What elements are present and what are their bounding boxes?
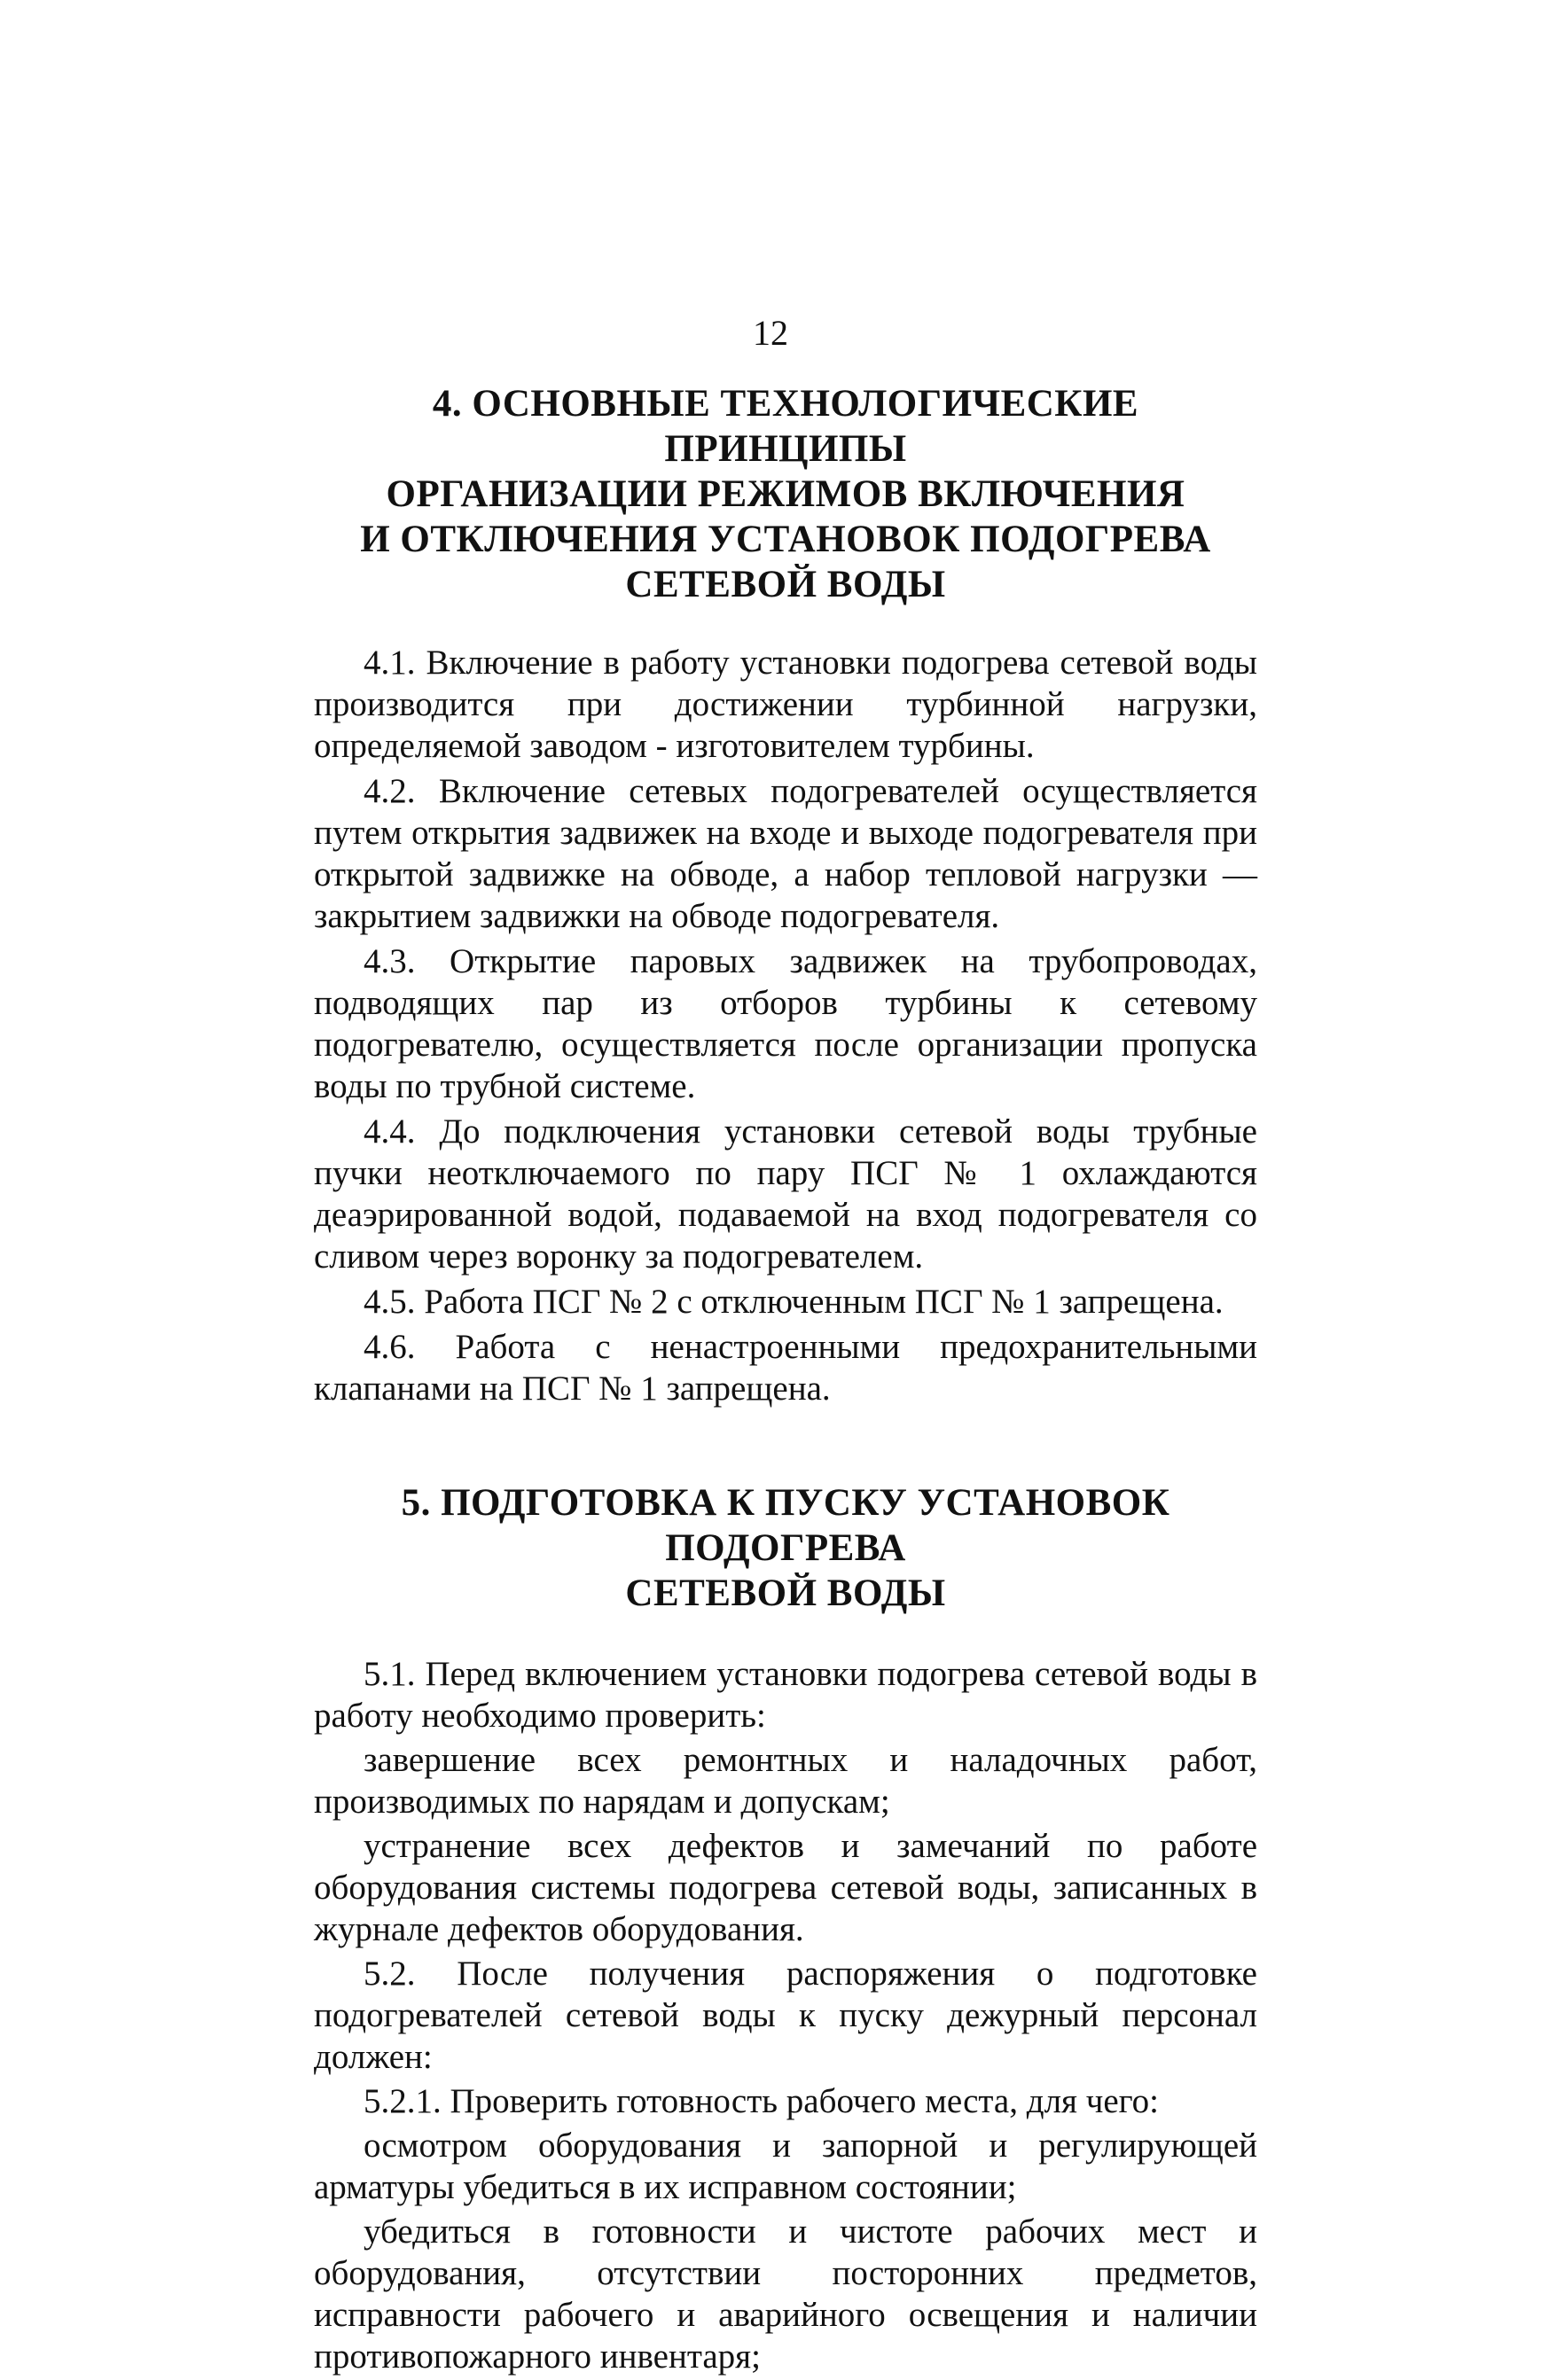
paragraph-4-5: 4.5. Работа ПСГ № 2 с отключенным ПСГ № 1 запрещена. — [364, 1283, 1224, 1321]
paragraph-4-6: 4.6. Работа с ненастроенными предохранительными клапанами на ПСГ № 1 запрещена. — [314, 1328, 1257, 1408]
section-5-body — [314, 1653, 1257, 2377]
section-5-title — [314, 1480, 1257, 1616]
section-4-body — [314, 642, 1257, 1409]
paragraph-5-2-1-item: осмотром оборудования и запорной и регулирующей арматуры убедиться в их исправном состоянии; — [314, 2126, 1257, 2206]
section-4-title-line: И ОТКЛЮЧЕНИЯ УСТАНОВОК ПОДОГРЕВА — [360, 519, 1211, 560]
section-4-title-line: СЕТЕВОЙ ВОДЫ — [625, 564, 946, 605]
section-5-title-line: СЕТЕВОЙ ВОДЫ — [625, 1572, 946, 1614]
paragraph-4-2: 4.2. Включение сетевых подогревателей осуществляется путем открытия задвижек на входе и выходе подогревателя при открытой задвижке на обводе, а набор тепловой нагрузки — закрытием задвижки на обводе подогревателя. — [314, 772, 1257, 935]
paragraph-4-3: 4.3. Открытие паровых задвижек на трубопроводах, подводящих пар из отборов турбины к сетевому подогревателю, осуществляется после организации пропуска воды по трубной системе. — [314, 942, 1257, 1105]
paragraph-5-1-item: завершение всех ремонтных и наладочных работ, производимых по нарядам и допускам; — [314, 1741, 1257, 1821]
paragraph-5-2-1-item: убедиться в готовности и чистоте рабочих мест и оборудования, отсутствии посторонних предметов, исправности рабочего и аварийного освещения и наличии противопожарного инвентаря; — [314, 2212, 1257, 2376]
paragraph-4-4: 4.4. До подключения установки сетевой воды трубные пучки неотключаемого по пару ПСГ № 1 охлаждаются деаэрированной водой, подаваемой на вход подогревателя со сливом через воронку за подогревателем. — [314, 1112, 1257, 1276]
paragraph-5-2-1: 5.2.1. Проверить готовность рабочего места, для чего: — [364, 2082, 1160, 2120]
page-content — [314, 381, 1257, 2380]
paragraph-5-2: 5.2. После получения распоряжения о подготовке подогревателей сетевой воды к пуску дежурный персонал должен: — [314, 1955, 1257, 2076]
page-number: 12 — [753, 313, 788, 353]
paragraph-4-1: 4.1. Включение в работу установки подогрева сетевой воды производится при достижении турбинной нагрузки, определяемой заводом - изготовителем турбины. — [314, 644, 1257, 765]
section-4-title-line: 4. ОСНОВНЫЕ ТЕХНОЛОГИЧЕСКИЕ ПРИНЦИПЫ — [432, 383, 1139, 470]
section-5-title-line: 5. ПОДГОТОВКА К ПУСКУ УСТАНОВОК ПОДОГРЕВА — [401, 1482, 1170, 1569]
section-4-title-line: ОРГАНИЗАЦИИ РЕЖИМОВ ВКЛЮЧЕНИЯ — [386, 473, 1185, 515]
paragraph-5-1: 5.1. Перед включением установки подогрева сетевой воды в работу необходимо проверить: — [314, 1655, 1257, 1735]
section-4-title — [314, 381, 1257, 607]
paragraph-5-1-item: устранение всех дефектов и замечаний по работе оборудования системы подогрева сетевой воды, записанных в журнале дефектов оборудования. — [314, 1827, 1257, 1948]
